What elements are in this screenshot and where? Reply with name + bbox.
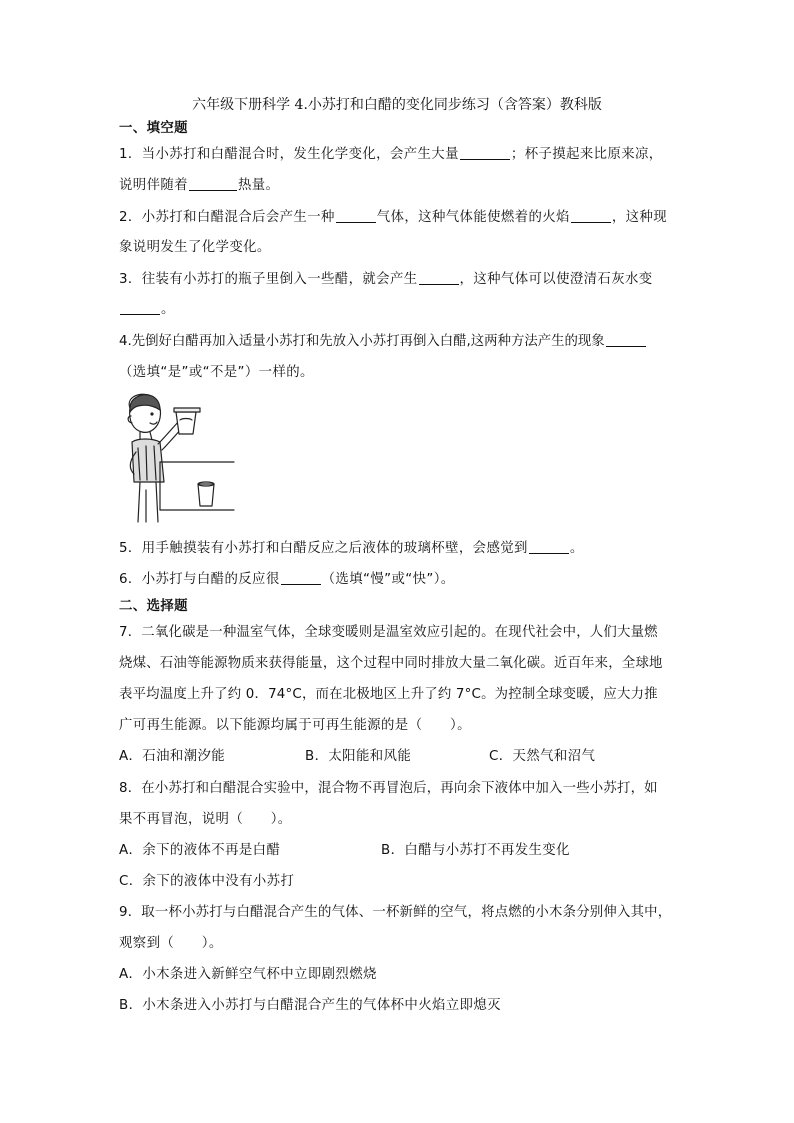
q3-blank-2[interactable] <box>120 300 160 315</box>
q3-text-c: 。 <box>161 302 175 317</box>
q4-blank-1[interactable] <box>606 332 646 347</box>
q9-option-a[interactable]: A．小木条进入新鲜空气杯中立即剧烈燃烧 <box>119 967 377 982</box>
question-7-line-3: 表平均温度上升了约 0．74°C，而在北极地区上升了约 7°C。为控制全球变暖，应大力推 <box>119 687 658 702</box>
q6-blank-1[interactable] <box>281 570 321 585</box>
question-8-line-2: 果不再冒泡，说明（ ）。 <box>119 812 292 827</box>
q2-text-c: ，这种现 <box>611 210 668 225</box>
q8-option-a[interactable]: A．余下的液体不再是白醋 <box>119 843 281 858</box>
q1-blank-1[interactable] <box>460 145 510 160</box>
question-7-line-1: 7．二氧化碳是一种温室气体，全球变暖则是温室效应引起的。在现代社会中，人们大量燃 <box>119 625 658 640</box>
question-8-line-1: 8．在小苏打和白醋混合实验中，混合物不再冒泡后，再向余下液体中加入一些小苏打，如 <box>119 781 658 796</box>
q1-text-d: 热量。 <box>237 178 280 193</box>
question-2-line-1 <box>119 208 667 228</box>
question-4-line-2: （选填“是”或“不是”）一样的。 <box>119 365 314 380</box>
q7-option-a[interactable]: A．石油和潮汐能 <box>119 749 226 764</box>
boy-holding-cup-illustration <box>116 390 236 526</box>
q1-blank-2[interactable] <box>189 176 237 191</box>
question-1-line-2 <box>119 176 279 196</box>
question-3-line-1 <box>119 270 653 290</box>
q6-text-a: 6．小苏打与白醋的反应很 <box>119 572 280 587</box>
question-1-line-1 <box>119 145 663 165</box>
page-title: 六年级下册科学 4.小苏打和白醋的变化同步练习（含答案）教科版 <box>192 97 602 113</box>
q1-text-c: 说明伴随着 <box>119 178 188 193</box>
question-4-line-1 <box>119 332 647 352</box>
q3-blank-1[interactable] <box>419 270 459 285</box>
q3-text-a: 3．往装有小苏打的瓶子里倒入一些醋，就会产生 <box>119 272 418 287</box>
q5-text-a: 5．用手触摸装有小苏打和白醋反应之后液体的玻璃杯壁，会感觉到 <box>119 541 528 556</box>
question-7-line-2: 烧煤、石油等能源物质来获得能量，这个过程中同时排放大量二氧化碳。近百年来，全球地 <box>119 656 663 671</box>
question-7-line-4: 广可再生能源。以下能源均属于可再生能源的是（ ）。 <box>119 718 471 733</box>
q8-option-b[interactable]: B．白醋与小苏打不再发生变化 <box>381 843 570 858</box>
question-3-line-2 <box>119 300 175 320</box>
q6-text-b: （选填“慢”或“快”）。 <box>321 572 455 587</box>
q2-text-b: 气体，这种气体能使燃着的火焰 <box>376 210 570 225</box>
question-5 <box>119 539 584 559</box>
q5-text-b: 。 <box>569 541 584 556</box>
q7-option-c[interactable]: C．天然气和沼气 <box>489 749 596 764</box>
q2-text-a: 2．小苏打和白醋混合后会产生一种 <box>119 210 335 225</box>
q5-blank-1[interactable] <box>529 539 569 554</box>
section-fill-in-heading: 一、填空题 <box>119 121 188 136</box>
question-2-line-2: 象说明发生了化学变化。 <box>119 240 271 255</box>
section-choice-heading: 二、选择题 <box>119 599 188 614</box>
question-9-line-2: 观察到（ ）。 <box>119 936 223 951</box>
q2-blank-1[interactable] <box>336 208 376 223</box>
q4-text-a: 4.先倒好白醋再加入适量小苏打和先放入小苏打再倒入白醋,这两种方法产生的现象 <box>119 334 605 349</box>
q1-text-a: 1．当小苏打和白醋混合时，发生化学变化，会产生大量 <box>119 147 459 162</box>
question-9-line-1: 9．取一杯小苏打与白醋混合产生的气体、一杯新鲜的空气，将点燃的小木条分别伸入其中， <box>119 905 672 920</box>
q7-option-b[interactable]: B．太阳能和风能 <box>305 749 412 764</box>
q1-text-b: ；杯子摸起来比原来凉， <box>510 147 663 162</box>
question-6 <box>119 570 455 590</box>
q2-blank-2[interactable] <box>571 208 611 223</box>
q8-option-c[interactable]: C．余下的液体中没有小苏打 <box>119 874 295 889</box>
q3-text-b: ，这种气体可以使澄清石灰水变 <box>459 272 653 287</box>
q9-option-b[interactable]: B．小木条进入小苏打与白醋混合产生的气体杯中火焰立即熄灭 <box>119 998 501 1013</box>
